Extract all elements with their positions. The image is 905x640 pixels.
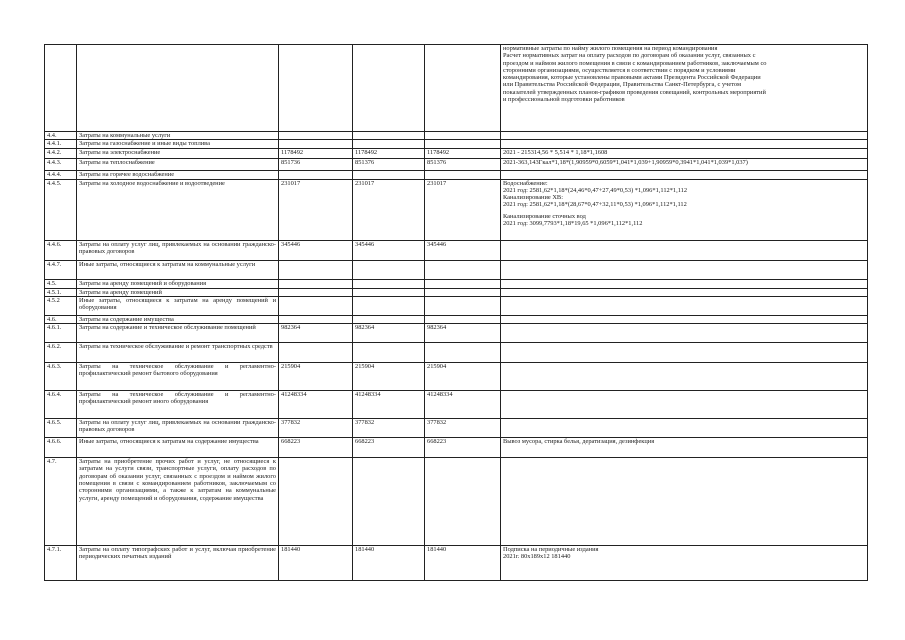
table-row [45,140,868,148]
row-number: 4.4.5. [45,179,77,240]
row-number: 4.6.4. [45,391,77,419]
table-row [45,458,868,546]
row-number: 4.6.5. [45,419,77,438]
note-line: 2021 год: 2581,62*1,18*(28,67*0,47+32,11*0,53) *1,096*1,112*1,112 [503,201,687,209]
amount-year-1: 181440 [279,546,353,581]
note-line: Канализирование ХВ: [503,194,563,202]
amount-year-1 [279,279,353,288]
amount-year-1: 377832 [279,419,353,438]
amount-year-2 [353,343,425,363]
amount-year-1 [279,140,353,148]
amount-year-3: 41248334 [425,391,501,419]
amount-year-1 [279,170,353,179]
note-line: Вывоз мусора, стирка белья, дератизация, дезинфекция [503,438,655,446]
calculation-note [501,148,868,158]
table-row [45,288,868,296]
amount-year-3 [425,45,501,132]
expense-name: Затраты на приобретение прочих работ и услуг, не относящиеся к затратам на услуги связи, транспортные услуги, оплату расходов по договорам об оказании услуг, связанных с проездом и наймом жилого помещения в связи с командированием работников, заключаемым со сторонними организациями, а также к затратам на коммунальные услуги, аренду помещений и оборудования, содержание имущества [77,458,279,546]
calculation-note [501,546,868,581]
expense-table [44,44,868,581]
amount-year-3: 181440 [425,546,501,581]
amount-year-3: 668223 [425,438,501,458]
amount-year-1: 345446 [279,240,353,260]
expense-name: Затраты на оплату услуг лиц, привлекаемых на основании гражданско-правовых договоров [77,240,279,260]
row-number: 4.4.2. [45,148,77,158]
amount-year-3: 377832 [425,419,501,438]
amount-year-3 [425,343,501,363]
amount-year-1: 1178492 [279,148,353,158]
calculation-note [501,315,868,323]
note-line: Канализирование сточных вод [503,212,586,220]
calculation-note [501,140,868,148]
expense-name: Затраты на оплату услуг лиц, привлекаемых на основании гражданско-правовых договоров [77,419,279,438]
row-number: 4.6.6. [45,438,77,458]
row-number: 4.7.1. [45,546,77,581]
calculation-note [501,279,868,288]
note-line: или Правительства Российской Федерации, Правительства Санкт-Петербурга, с учетом [503,81,742,89]
expense-name: Затраты на электроснабжение [77,148,279,158]
note-line: Подписка на периодичные издания [503,546,599,554]
amount-year-2 [353,288,425,296]
expense-name: Затраты на горячее водоснабжение [77,170,279,179]
expense-name: Затраты на холодное водоснабжение и водоотведение [77,179,279,240]
note-line: Расчет нормативных затрат на оплату расходов по договорам об оказании услуг, связанных с [503,52,756,60]
expense-name: Затраты на оплату типографских работ и услуг, включая приобретение периодических печатных изданий [77,546,279,581]
calculation-note [501,288,868,296]
calculation-note [501,438,868,458]
amount-year-3: 231017 [425,179,501,240]
amount-year-3: 1178492 [425,148,501,158]
amount-year-2: 181440 [353,546,425,581]
expense-name [77,45,279,132]
amount-year-1: 215904 [279,363,353,391]
table-row [45,132,868,140]
table-row [45,158,868,170]
amount-year-2: 851376 [353,158,425,170]
amount-year-2: 668223 [353,438,425,458]
calculation-note [501,158,868,170]
calculation-note [501,419,868,438]
expense-name: Затраты на техническое обслуживание и регламентно-профилактический ремонт иного оборудования [77,391,279,419]
amount-year-2 [353,260,425,279]
row-number: 4.6. [45,315,77,323]
table-row [45,170,868,179]
amount-year-1 [279,296,353,315]
table-row [45,546,868,581]
note-line: Водоснабжение: [503,179,548,187]
amount-year-3: 345446 [425,240,501,260]
table-row [45,240,868,260]
amount-year-3: 851376 [425,158,501,170]
amount-year-1 [279,45,353,132]
note-line: показателей утвержденных планов-графиков проведения совещаний, контрольных мероприятий [503,88,766,96]
amount-year-2 [353,458,425,546]
amount-year-1 [279,260,353,279]
calculation-note [501,45,868,132]
calculation-note [501,170,868,179]
note-line: командирования, которые установлены правовыми актами Президента Российской Федерации [503,74,761,82]
row-number: 4.5.2 [45,296,77,315]
table-row [45,315,868,323]
expense-name: Затраты на содержание имущества [77,315,279,323]
table-row [45,343,868,363]
row-number: 4.7. [45,458,77,546]
amount-year-3 [425,132,501,140]
table-row [45,324,868,343]
note-line: 2021 год: 2581,62*1,18*(24,46*0,47+27,49*0,53) *1,096*1,112*1,112 [503,186,688,194]
note-line: 2021-363,143Гкал*1,18*(1,90959*0,6059*1,041*1,039+1,90959*0,3941*1,041*1,039*1,037) [503,158,748,166]
table-row [45,391,868,419]
note-line: и профессиональной подготовки работников [503,96,625,104]
table-row [45,363,868,391]
row-number: 4.5. [45,279,77,288]
note-line: проездом и наймом жилого помещения в связи с командированием работников, заключаемым со [503,59,767,67]
amount-year-1 [279,343,353,363]
table-row [45,279,868,288]
expense-name: Затраты на содержание и техническое обслуживание помещений [77,324,279,343]
expense-name: Затраты на техническое обслуживание и регламентно-профилактический ремонт бытового оборудования [77,363,279,391]
row-number: 4.6.1. [45,324,77,343]
table-row [45,179,868,240]
amount-year-2 [353,296,425,315]
amount-year-2: 41248334 [353,391,425,419]
note-line: 2021 год: 3099,7793*1,18*19,65 *1,096*1,112*1,112 [503,220,643,228]
expense-name: Затраты на теплоснабжение [77,158,279,170]
amount-year-1 [279,315,353,323]
table-row [45,45,868,132]
calculation-note [501,324,868,343]
note-line: 2021 - 215314,56 * 5,514 * 1,18*1,1608 [503,148,608,156]
row-number: 4.4.6. [45,240,77,260]
amount-year-2 [353,132,425,140]
row-number: 4.4.7. [45,260,77,279]
table-row [45,148,868,158]
expense-name: Затраты на аренду помещений и оборудования [77,279,279,288]
amount-year-2: 215904 [353,363,425,391]
calculation-note [501,391,868,419]
calculation-note [501,260,868,279]
amount-year-3 [425,458,501,546]
amount-year-2 [353,315,425,323]
amount-year-1: 668223 [279,438,353,458]
expense-name: Затраты на техническое обслуживание и ремонт транспортных средств [77,343,279,363]
note-line: нормативные затраты по найму жилого помещения на период командирования [503,45,718,52]
row-number: 4.6.2. [45,343,77,363]
expense-name: Иные затраты, относящиеся к затратам на коммунальные услуги [77,260,279,279]
note-line: 2021г. 80х189х12 181440 [503,553,571,561]
row-number: 4.5.1. [45,288,77,296]
amount-year-3 [425,296,501,315]
row-number: 4.4.3. [45,158,77,170]
amount-year-1: 851736 [279,158,353,170]
amount-year-1 [279,458,353,546]
amount-year-2 [353,140,425,148]
amount-year-2: 1178492 [353,148,425,158]
calculation-note [501,363,868,391]
table-row [45,296,868,315]
calculation-note [501,179,868,240]
calculation-note [501,458,868,546]
calculation-note [501,296,868,315]
table-row [45,260,868,279]
expense-name: Иные затраты, относящиеся к затратам на содержание имущества [77,438,279,458]
amount-year-1 [279,288,353,296]
calculation-note [501,132,868,140]
expense-name: Затраты на газоснабжение и иные виды топлива [77,140,279,148]
row-number: 4.4. [45,132,77,140]
expense-name: Затраты на аренду помещений [77,288,279,296]
note-line: сторонними организациями, осуществляется в соответствии с порядком и условиями [503,66,736,74]
amount-year-2: 982364 [353,324,425,343]
amount-year-2 [353,279,425,288]
row-number [45,45,77,132]
table-row [45,438,868,458]
amount-year-3 [425,288,501,296]
calculation-note [501,240,868,260]
amount-year-3: 215904 [425,363,501,391]
amount-year-3 [425,140,501,148]
amount-year-1 [279,132,353,140]
amount-year-3 [425,315,501,323]
expense-name: Иные затраты, относящиеся к затратам на аренду помещений и оборудования [77,296,279,315]
amount-year-2: 377832 [353,419,425,438]
amount-year-3: 982364 [425,324,501,343]
amount-year-2: 231017 [353,179,425,240]
amount-year-2 [353,45,425,132]
amount-year-3 [425,279,501,288]
amount-year-3 [425,170,501,179]
amount-year-1: 231017 [279,179,353,240]
row-number: 4.4.1. [45,140,77,148]
table-row [45,419,868,438]
amount-year-1: 41248334 [279,391,353,419]
calculation-note [501,343,868,363]
amount-year-1: 982364 [279,324,353,343]
amount-year-3 [425,260,501,279]
row-number: 4.6.3. [45,363,77,391]
amount-year-2: 345446 [353,240,425,260]
row-number: 4.4.4. [45,170,77,179]
amount-year-2 [353,170,425,179]
expense-name: Затраты на коммунальные услуги [77,132,279,140]
